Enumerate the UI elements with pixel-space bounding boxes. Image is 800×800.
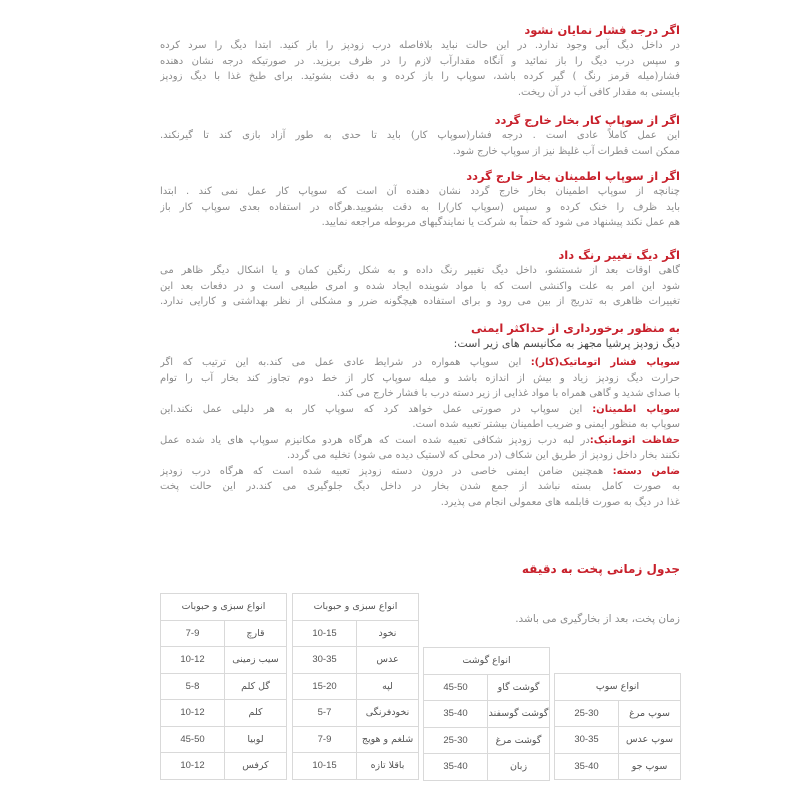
item-time: 35-40 <box>555 753 619 780</box>
table-row <box>161 673 287 700</box>
section-heading: اگر درجه فشار نمایان نشود <box>524 23 680 37</box>
body-line: بایستی به مقدار کافی آب در آن ریخت. <box>517 86 680 98</box>
mechanism-term: حفاظت اتوماتیک: <box>589 434 680 446</box>
table-row <box>555 700 681 727</box>
body-line: نکنند بخار داخل زودپز از طریق این شکاف (در محلی که لاستیک دیده می شود) تخلیه می گردد. <box>287 450 680 461</box>
item-time: 10-15 <box>293 753 357 780</box>
item-time: 7-9 <box>293 726 357 753</box>
item-name: شلغم و هویج <box>357 726 419 753</box>
body-line: چنانچه از سوپاپ اطمینان بخار خارج گردد نشان دهنده آن است که سوپاپ کار عمل نمی کند . ابتدا <box>160 186 680 197</box>
mechanism-text: در لبه درب زودپز شکافی تعبیه شده است که هرگاه هردو مکانیزم سوپاپ های یاد شده عمل <box>160 434 590 446</box>
table-row <box>293 647 419 674</box>
body-line: با صدای شدید و گاهی همراه با مواد غذایی از زیر دسته درب با فشار خارج می کند. <box>336 388 680 399</box>
section-work-valve-steam <box>160 112 680 159</box>
table-row <box>424 701 550 728</box>
body-line: این عمل کاملاً عادی است . درجه فشار(سوپاپ کار) باید تا حدی به طور آزاد بازی کند تا گیرنکند. <box>160 130 680 141</box>
item-name: قارچ <box>225 620 287 647</box>
table-soups <box>554 673 681 780</box>
body-line: باید ظرف را خنک کرده و سپس (سوپاپ کار)را به دقت بشویید.هرگاه در استفاده بعدی سوپاپ کار باز <box>160 201 680 213</box>
table-row <box>293 753 419 780</box>
item-name: گوشت مرغ <box>488 727 550 754</box>
mechanism-text: این سوپاپ همواره در شرایط عادی عمل می کند.به این ترتیب که اگر <box>160 357 531 368</box>
section-body <box>160 263 680 310</box>
table-row <box>424 674 550 701</box>
body-line: و سپس درب دیگ را باز نمائید و آنگاه مقدارآب لازم را در ظرف بریزید. در صورتیکه درجه نشان دهنده <box>160 55 680 67</box>
body-line: به صورت کامل بسته نباشد از جمع شدن بخار در داخل دیگ جلوگیری می کند.در این حالت پخت <box>160 481 680 492</box>
cooking-table-title: جدول زمانی پخت به دقیقه <box>521 562 680 576</box>
mechanism-safety-valve <box>160 402 680 418</box>
body-line: شود این امر به علت واکنشی است که با مواد شوینده ایجاد شده و امری طبیعی است و در دفعات بعد این <box>160 280 680 292</box>
table-row <box>161 620 287 647</box>
item-name: گل کلم <box>225 673 287 700</box>
item-time: 45-50 <box>424 674 488 701</box>
body-line: گاهی اوقات بعد از شستشو، داخل دیگ تغییر رنگ داده و به شکل رنگین کمان و یا اشکال دیگر ظاهر می <box>160 265 680 276</box>
section-pressure-not-shown <box>160 22 680 100</box>
body-line: در داخل دیگ آبی وجود ندارد. در این حالت نباید بلافاصله درب زودپز را باز کنید. ابتدا دیگ را سرد کرده <box>160 40 680 51</box>
body-line: حرارت دیگ زودپز زیاد و بیش از اندازه باشد و میله سوپاپ کار از خط دوم تجاوز کند بخار آب را توام <box>160 372 680 384</box>
mechanism-list <box>160 355 680 510</box>
item-name: باقلا تازه <box>357 753 419 780</box>
table-row <box>424 754 550 781</box>
table-header: انواع سوپ <box>555 674 681 701</box>
item-name: نخودفرنگی <box>357 700 419 727</box>
item-name: لوبیا <box>225 726 287 753</box>
body-line: هم عمل نکند پیشنهاد می شود که حتماً به شرکت یا نمایندگیهای مربوطه مراجعه نمایید. <box>321 217 680 228</box>
section-intro <box>160 336 680 352</box>
item-time: 30-35 <box>555 727 619 754</box>
item-time: 10-12 <box>161 753 225 780</box>
table-row <box>161 700 287 727</box>
item-time: 10-12 <box>161 700 225 727</box>
item-name: کلم <box>225 700 287 727</box>
mechanism-text: این سوپاپ در صورتی عمل خواهد کرد که سوپاپ کار به هر دلیلی عمل نکند.این <box>160 403 593 415</box>
body-line: سوپاپ به منظور ایمنی و ضریب اطمینان بیشتر تعبیه شده است. <box>412 419 680 430</box>
section-max-safety <box>160 320 680 510</box>
item-name: گوشت گاو <box>488 674 550 701</box>
body-line: غذا در دیگ به صورت قابلمه های معمولی انجام می پذیرد. <box>440 496 680 508</box>
table-vegetables-legumes-2 <box>292 593 419 780</box>
body-line: تغییرات ظاهری به تدریج از بین می رود و برای استفاده هیچگونه ضرر و مشکلی از نظر بهداشتی و کارایی ندارد. <box>160 296 680 307</box>
item-name: کرفس <box>225 753 287 780</box>
table-row <box>161 726 287 753</box>
cooking-table-note: زمان پخت، بعد از بخارگیری می باشد. <box>515 613 680 625</box>
item-name: عدس <box>357 647 419 674</box>
item-time: 30-35 <box>293 647 357 674</box>
intro-line: دیگ زودپز پرشیا مجهز به مکانیسم های زیر است: <box>453 337 680 350</box>
item-name: زبان <box>488 754 550 781</box>
item-time: 5-8 <box>161 673 225 700</box>
item-name: سوپ مرغ <box>619 700 681 727</box>
table-row <box>555 753 681 780</box>
mechanism-handle-lock <box>160 464 680 480</box>
mechanism-term: سوپاپ اطمینان: <box>592 403 680 415</box>
section-color-change <box>160 247 680 310</box>
mechanism-term: سوپاپ فشار اتوماتیک(کار): <box>530 357 680 368</box>
table-row <box>293 726 419 753</box>
item-name: گوشت گوسفند <box>488 701 550 728</box>
table-row <box>424 727 550 754</box>
item-time: 10-15 <box>293 620 357 647</box>
table-row <box>293 700 419 727</box>
item-time: 10-12 <box>161 647 225 674</box>
item-time: 5-7 <box>293 700 357 727</box>
table-row <box>555 727 681 754</box>
table-header: انواع سبزی و حبوبات <box>161 594 287 621</box>
mechanism-auto-pressure-valve <box>160 355 680 371</box>
section-heading: به منظور برخورداری از حداکثر ایمنی <box>470 321 680 335</box>
table-row <box>293 620 419 647</box>
section-heading: اگر از سوپاپ اطمینان بخار خارج گردد <box>466 169 680 183</box>
table-header: انواع گوشت <box>424 648 550 675</box>
item-time: 25-30 <box>555 700 619 727</box>
mechanism-term: ضامن دسته: <box>612 465 680 477</box>
table-row <box>161 647 287 674</box>
item-name: سیب زمینی <box>225 647 287 674</box>
item-time: 25-30 <box>424 727 488 754</box>
item-time: 35-40 <box>424 754 488 781</box>
section-safety-valve-steam <box>160 168 680 231</box>
item-name: نخود <box>357 620 419 647</box>
section-body <box>160 184 680 231</box>
section-heading: اگر از سوپاپ کار بخار خارج گردد <box>494 113 680 127</box>
item-time: 15-20 <box>293 673 357 700</box>
table-vegetables-legumes-1 <box>160 593 287 780</box>
body-line: فشار(میله قرمز رنگ ) گیر کرده باشد، سوپاپ را باز کرده و به دقت بشوئید. برای طبخ غذا با دیگ زودپز <box>160 71 680 82</box>
item-name: لپه <box>357 673 419 700</box>
item-time: 45-50 <box>161 726 225 753</box>
body-line: ممکن است قطرات آب غلیظ نیز از سوپاپ خارج شود. <box>452 145 680 157</box>
item-name: سوپ عدس <box>619 727 681 754</box>
mechanism-auto-protection <box>160 433 680 449</box>
table-row <box>293 673 419 700</box>
table-header: انواع سبزی و حبوبات <box>293 594 419 621</box>
item-time: 7-9 <box>161 620 225 647</box>
table-meats <box>423 647 550 781</box>
item-name: سوپ جو <box>619 753 681 780</box>
table-row <box>161 753 287 780</box>
section-body <box>160 128 680 159</box>
section-body <box>160 38 680 100</box>
item-time: 35-40 <box>424 701 488 728</box>
mechanism-text: همچنین ضامن ایمنی خاصی در درون دسته زودپز تعبیه شده است که هرگاه درب زودپز <box>160 465 613 477</box>
section-heading: اگر دیگ تغییر رنگ داد <box>558 248 680 262</box>
